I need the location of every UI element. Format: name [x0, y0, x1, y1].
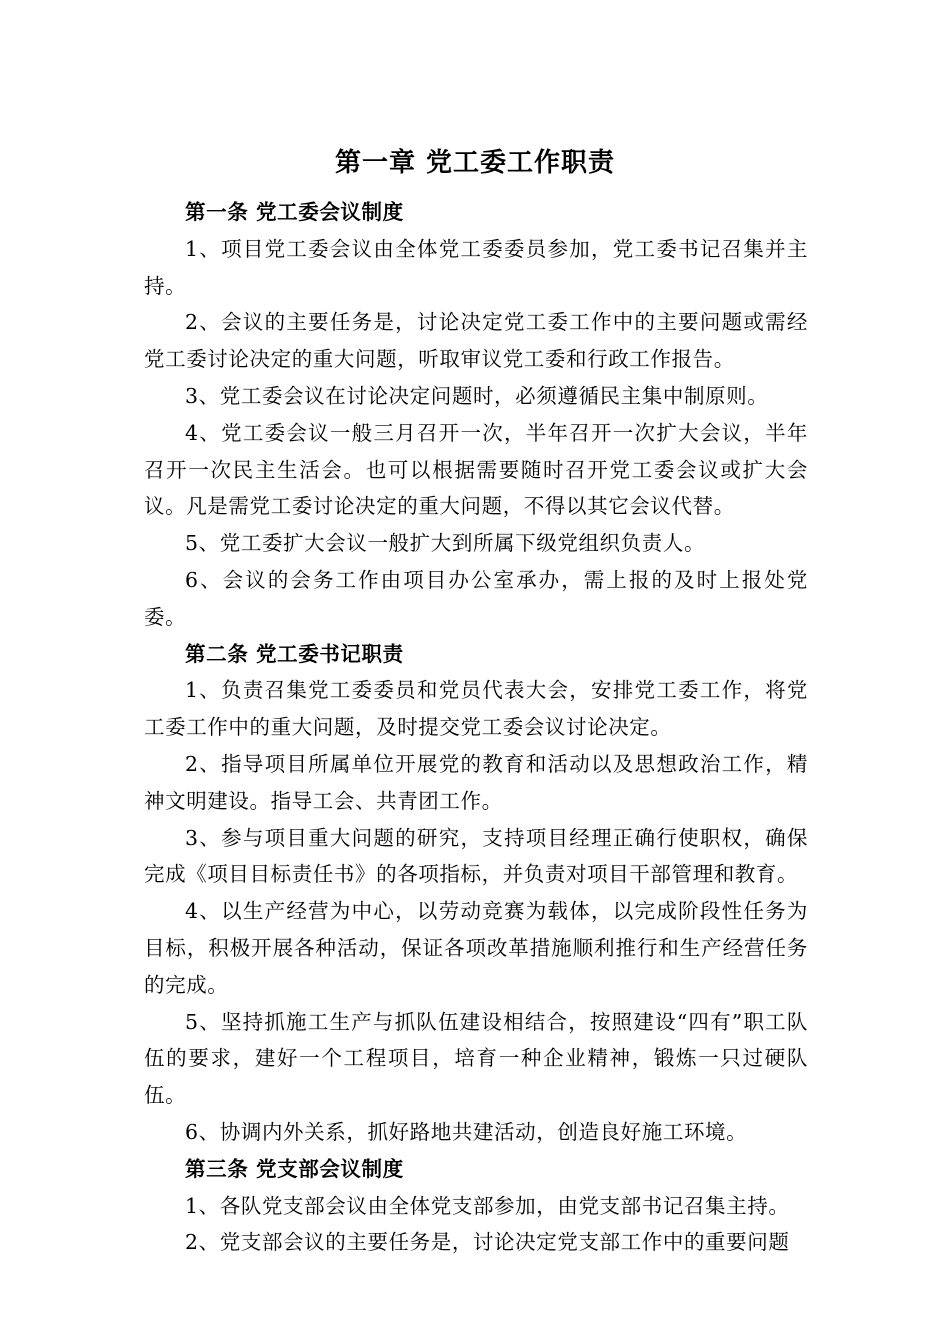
paragraph: 4、以生产经营为中心，以劳动竞赛为载体，以完成阶段性任务为目标，积极开展各种活动，保证各项改革措施顺利推行和生产经营任务的完成。	[144, 899, 808, 997]
paragraph: 2、指导项目所属单位开展党的教育和活动以及思想政治工作，精神文明建设。指导工会、共青团工作。	[144, 751, 808, 813]
paragraph: 3、党工委会议在讨论决定问题时，必须遵循民主集中制原则。	[185, 383, 769, 408]
section-heading: 第三条 党支部会议制度	[185, 1156, 404, 1181]
section-heading: 第二条 党工委书记职责	[185, 641, 404, 666]
paragraph: 5、坚持抓施工生产与抓队伍建设相结合，按照建设“四有”职工队伍的要求，建好一个工程项目，培育一种企业精神，锻炼一只过硬队伍。	[144, 1009, 808, 1108]
paragraph: 6、会议的会务工作由项目办公室承办，需上报的及时上报处党委。	[144, 567, 808, 629]
paragraph: 1、负责召集党工委委员和党员代表大会，安排党工委工作，将党工委工作中的重大问题，及时提交党工委会议讨论决定。	[144, 678, 808, 740]
paragraph: 6、协调内外关系，抓好路地共建活动，创造良好施工环境。	[185, 1119, 748, 1144]
paragraph: 3、参与项目重大问题的研究，支持项目经理正确行使职权，确保完成《项目目标责任书》的各项指标，并负责对项目干部管理和教育。	[144, 825, 808, 887]
document-body	[144, 194, 808, 1261]
paragraph: 5、党工委扩大会议一般扩大到所属下级党组织负责人。	[185, 531, 706, 556]
paragraph: 2、会议的主要任务是，讨论决定党工委工作中的主要问题或需经党工委讨论决定的重大问题，听取审议党工委和行政工作报告。	[144, 310, 808, 372]
chapter-title: 第一章 党工委工作职责	[334, 148, 616, 178]
section-heading: 第一条 党工委会议制度	[185, 200, 404, 224]
paragraph: 1、各队党支部会议由全体党支部参加，由党支部书记召集主持。	[185, 1193, 790, 1218]
paragraph: 4、党工委会议一般三月召开一次，半年召开一次扩大会议，半年召开一次民主生活会。也可以根据需要随时召开党工委会议或扩大会议。凡是需党工委讨论决定的重大问题，不得以其它会议代替。	[144, 420, 808, 519]
paragraph: 1、项目党工委会议由全体党工委委员参加，党工委书记召集并主持。	[144, 236, 808, 298]
paragraph: 2、党支部会议的主要任务是，讨论决定党支部工作中的重要问题	[185, 1230, 790, 1255]
